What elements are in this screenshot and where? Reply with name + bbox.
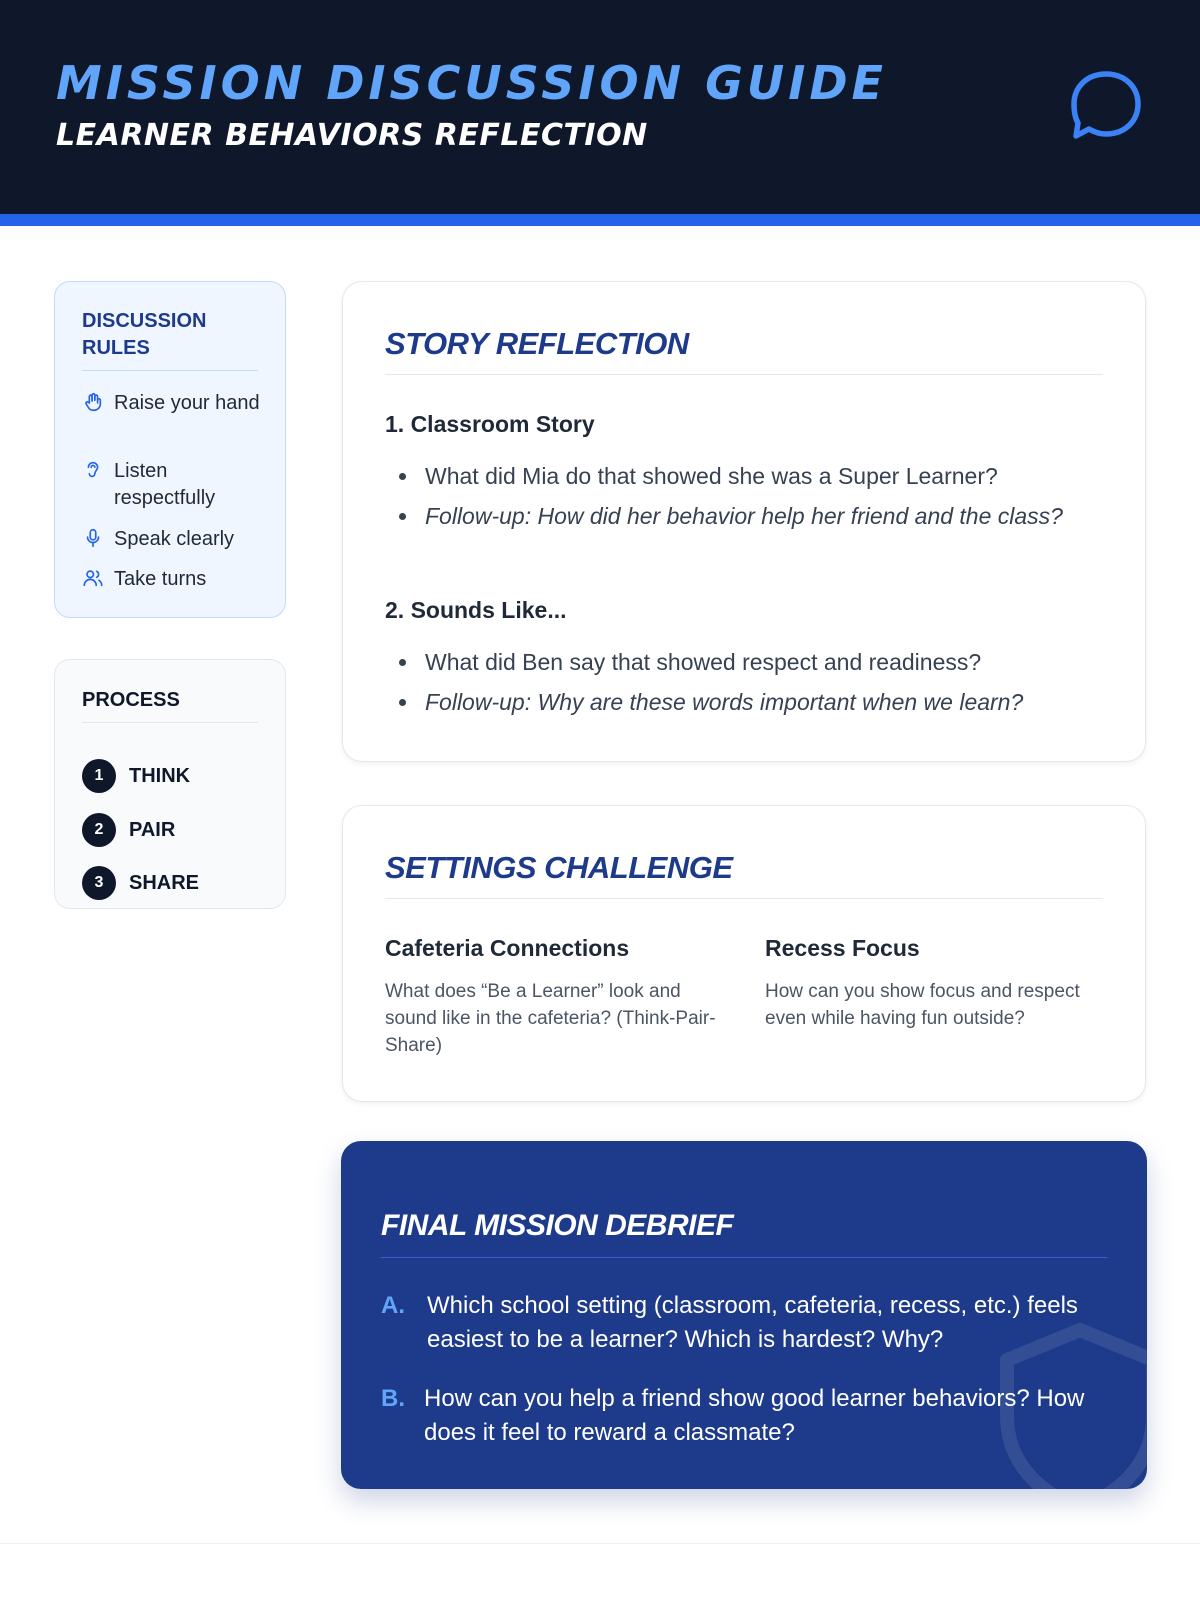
debrief-question-text: Which school setting (classroom, cafeteria, recess, etc.) feels easiest to be a learner? Which is hardest? Why?: [427, 1292, 1078, 1353]
step-label: PAIR: [129, 819, 176, 841]
debrief-question-letter: A.: [381, 1292, 405, 1319]
final-debrief-title: FINAL MISSION DEBRIEF: [381, 1209, 1107, 1258]
rule-label: Raise your hand: [114, 392, 260, 414]
discussion-rules-heading: DISCUSSION RULES: [82, 308, 258, 371]
step-number: 1: [82, 759, 116, 793]
settings-column-title: Recess Focus: [765, 935, 920, 961]
footer-divider: [0, 1543, 1200, 1544]
story-section-heading: 2. Sounds Like...: [385, 597, 567, 623]
users-icon: [82, 567, 104, 589]
rule-label: Speak clearly: [114, 528, 235, 550]
settings-column-text: What does “Be a Learner” look and sound like in the cafeteria? (Think-Pair-Share): [385, 981, 716, 1056]
debrief-question-letter: B.: [381, 1385, 405, 1412]
ear-icon: [82, 459, 104, 481]
header-accent-stripe: [0, 214, 1200, 226]
rule-label: Listen respectfully: [114, 460, 216, 509]
discussion-rules-card: [54, 281, 286, 618]
microphone-icon: [82, 527, 104, 549]
page-title: MISSION DISCUSSION GUIDE: [56, 56, 887, 110]
settings-column: [385, 933, 735, 1059]
story-followup: Follow-up: Why are these words important when we learn?: [425, 685, 1115, 719]
step-label: SHARE: [129, 872, 200, 894]
story-question: What did Mia do that showed she was a Super Learner?: [425, 459, 1115, 493]
step-number: 3: [82, 866, 116, 900]
step-label: THINK: [129, 765, 191, 787]
settings-challenge-title: SETTINGS CHALLENGE: [385, 850, 1103, 899]
settings-challenge-card: [342, 805, 1146, 1102]
story-reflection-title: STORY REFLECTION: [385, 326, 1103, 375]
step-number: 2: [82, 813, 116, 847]
story-section-heading: 1. Classroom Story: [385, 411, 595, 437]
final-debrief-card: [341, 1141, 1147, 1489]
chat-bubble-icon: [1066, 66, 1146, 146]
story-followup: Follow-up: How did her behavior help her friend and the class?: [425, 499, 1115, 533]
story-reflection-card: [342, 281, 1146, 762]
story-question: What did Ben say that showed respect and readiness?: [425, 645, 1115, 679]
rule-label: Take turns: [114, 568, 207, 590]
settings-column-title: Cafeteria Connections: [385, 935, 630, 961]
debrief-question-text: How can you help a friend show good learner behaviors? How does it feel to reward a classmate?: [424, 1385, 1085, 1446]
settings-column: [765, 933, 1115, 1032]
settings-column-text: How can you show focus and respect even while having fun outside?: [765, 981, 1080, 1029]
hand-icon: [82, 391, 104, 413]
process-heading: PROCESS: [82, 687, 258, 723]
page-subtitle: LEARNER BEHAVIORS REFLECTION: [56, 118, 648, 153]
process-card: [54, 659, 286, 909]
page-header: [0, 0, 1200, 214]
